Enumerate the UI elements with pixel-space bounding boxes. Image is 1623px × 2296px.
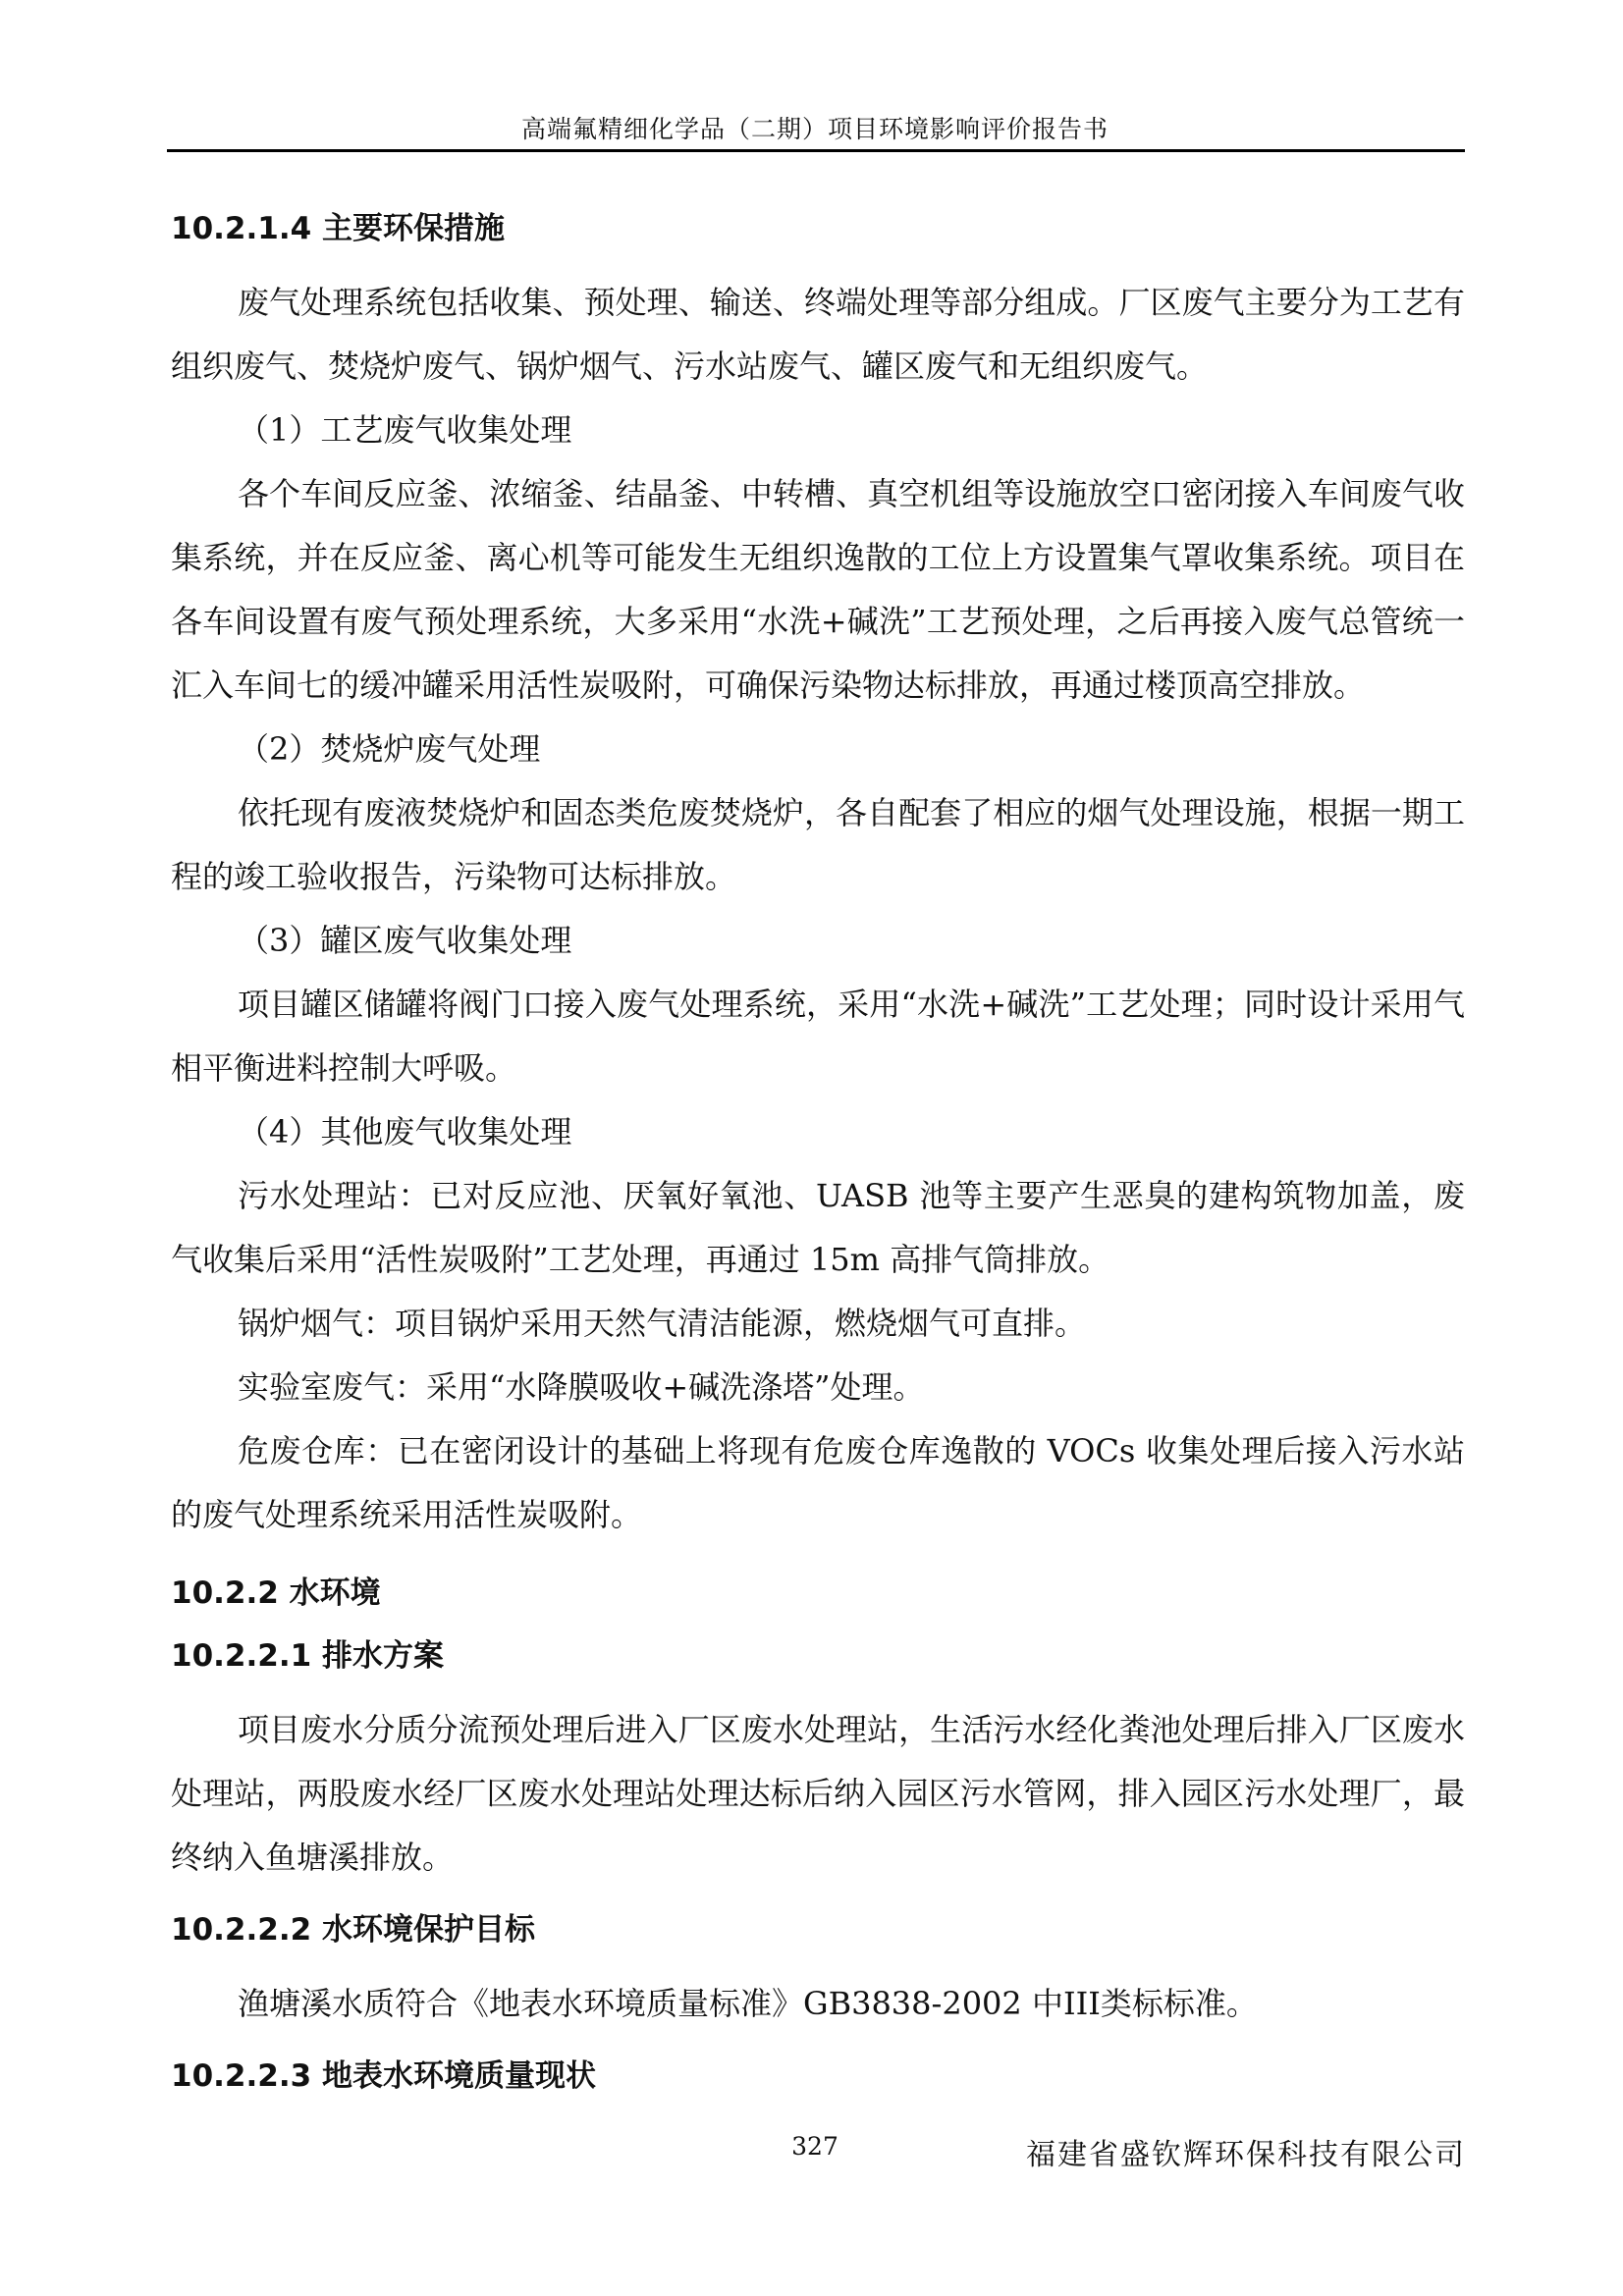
footer-company-name: 福建省盛钦辉环保科技有限公司 <box>1026 2138 1466 2172</box>
header-divider <box>167 149 1465 152</box>
subheading-item-1: （1）工艺废气收集处理 <box>238 411 572 449</box>
subheading-item-2: （2）焚烧炉废气处理 <box>238 730 541 768</box>
page-number: 327 <box>791 2132 839 2161</box>
section-heading-10-2-2-3: 10.2.2.3 地表水环境质量现状 <box>171 2058 596 2094</box>
page-content <box>171 208 1465 2118</box>
subheading-item-3: （3）罐区废气收集处理 <box>238 922 572 959</box>
paragraph-hazardous-warehouse: 危废仓库：已在密闭设计的基础上将现有危废仓库逸散的 VOCs 收集处理后接入污水站的废气处理系统采用活性炭吸附。 <box>171 1432 1465 1533</box>
paragraph-intro: 废气处理系统包括收集、预处理、输送、终端处理等部分组成。厂区废气主要分为工艺有组织废气、焚烧炉废气、锅炉烟气、污水站废气、罐区废气和无组织废气。 <box>171 284 1465 385</box>
paragraph-item-3: 项目罐区储罐将阀门口接入废气处理系统，采用“水洗+碱洗”工艺处理；同时设计采用气相平衡进料控制大呼吸。 <box>171 986 1465 1087</box>
section-heading-10-2-2-1: 10.2.2.1 排水方案 <box>171 1638 444 1674</box>
paragraph-item-1: 各个车间反应釜、浓缩釜、结晶釜、中转槽、真空机组等设施放空口密闭接入车间废气收集系统，并在反应釜、离心机等可能发生无组织逸散的工位上方设置集气罩收集系统。项目在各车间设置有废气预处理系统，大多采用“水洗+碱洗”工艺预处理，之后再接入废气总管统一汇入车间七的缓冲罐采用活性炭吸附，可确保污染物达标排放，再通过楼顶高空排放。 <box>171 475 1465 704</box>
page-header-title: 高端氟精细化学品（二期）项目环境影响评价报告书 <box>520 115 1109 143</box>
subheading-item-4: （4）其他废气收集处理 <box>238 1113 572 1150</box>
section-heading-10-2-2: 10.2.2 水环境 <box>171 1575 381 1611</box>
paragraph-lab-exhaust: 实验室废气：采用“水降膜吸收+碱洗涤塔”处理。 <box>238 1368 925 1406</box>
paragraph-wastewater-station: 污水处理站：已对反应池、厌氧好氧池、UASB 池等主要产生恶臭的建构筑物加盖，废气收集后采用“活性炭吸附”工艺处理，再通过 15m 高排气筒排放。 <box>171 1177 1465 1278</box>
section-heading-10-2-1-4: 10.2.1.4 主要环保措施 <box>171 211 505 246</box>
paragraph-item-2: 依托现有废液焚烧炉和固态类危废焚烧炉，各自配套了相应的烟气处理设施，根据一期工程的竣工验收报告，污染物可达标排放。 <box>171 794 1465 895</box>
paragraph-boiler-flue-gas: 锅炉烟气：项目锅炉采用天然气清洁能源，燃烧烟气可直排。 <box>238 1305 1087 1342</box>
paragraph-drainage-plan: 项目废水分质分流预处理后进入厂区废水处理站，生活污水经化粪池处理后排入厂区废水处理站，两股废水经厂区废水处理站处理达标后纳入园区污水管网，排入园区污水处理厂，最终纳入鱼塘溪排放。 <box>171 1711 1465 1876</box>
section-heading-10-2-2-2: 10.2.2.2 水环境保护目标 <box>171 1912 535 1948</box>
paragraph-protection-target: 渔塘溪水质符合《地表水环境质量标准》GB3838-2002 中III类标标准。 <box>238 1985 1258 2022</box>
